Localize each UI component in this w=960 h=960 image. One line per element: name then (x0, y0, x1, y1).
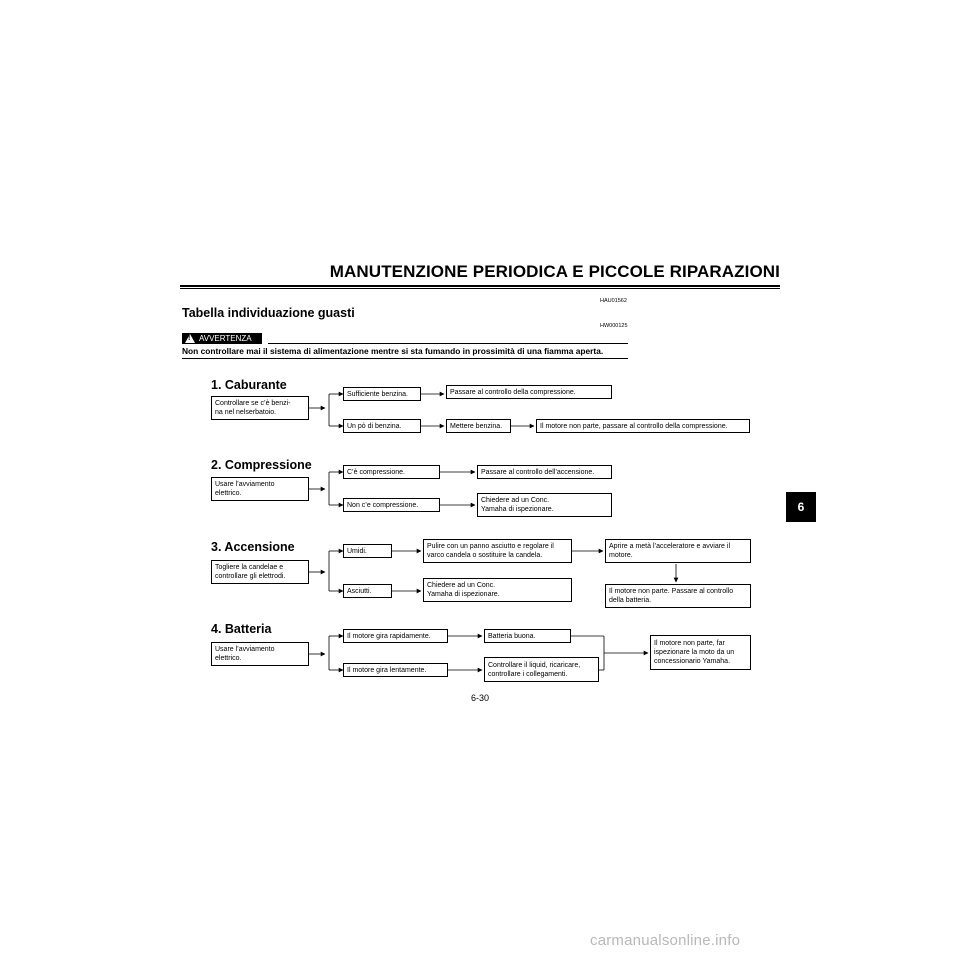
compressione-branch-a-result-box: Passare al controllo dell’accensione. (477, 465, 612, 479)
batteria-start-box: Usare l’avviamento elettrico. (211, 642, 309, 666)
caburante-branch-b-action-box: Mettere benzina. (446, 419, 511, 433)
section-code: HAU01562 (600, 298, 627, 304)
compressione-title: 2. Compressione (211, 458, 312, 472)
accensione-start-box: Togliere la candelae e controllare gli elettrodi. (211, 560, 309, 584)
batteria-branch-a-result-box: Batteria buona. (484, 629, 571, 643)
caburante-start-box: Controllare se c’è benzi- na nel nelserbatoio. (211, 396, 309, 420)
accensione-branch-a-action-box: Pulire con un panno asciutto e regolare il varco candela o sostituire la candela. (423, 539, 572, 563)
page-number: 6-30 (470, 693, 489, 703)
compressione-branch-b-box: Non c’e compressione. (343, 498, 440, 512)
accensione-branch-b-result-box: Chiedere ad un Conc. Yamaha di ispezionare. (423, 578, 572, 602)
warning-text: Non controllare mai il sistema di alimentazione mentre si sta fumando in prossimità di una fiamma aperta. (182, 346, 604, 356)
compressione-start-box: Usare l’avviamento elettrico. (211, 477, 309, 501)
warning-code: HW000125 (600, 323, 628, 329)
accensione-title: 3. Accensione (211, 540, 295, 554)
watermark: carmanualsonline.info (590, 932, 741, 949)
page-title: MANUTENZIONE PERIODICA E PICCOLE RIPARAZIONI (329, 262, 780, 281)
caburante-title: 1. Caburante (211, 378, 287, 392)
caburante-branch-a-box: Sufficiente benzina. (343, 387, 421, 401)
compressione-branch-a-box: C’è compressione. (343, 465, 440, 479)
section-title: Tabella individuazione guasti (182, 306, 355, 320)
accensione-branch-a-result-box: Il motore non parte. Passare al controllo della batteria. (605, 584, 751, 608)
chapter-tab: 6 (786, 492, 816, 522)
caburante-branch-a-result-box: Passare al controllo della compressione. (446, 385, 612, 399)
warning-badge-label: AVVERTENZA (199, 334, 252, 343)
batteria-final-box: Il motore non parte, far ispezionare la moto da un concessionario Yamaha. (650, 635, 751, 670)
accensione-branch-a-box: Umidi. (343, 544, 392, 558)
accensione-branch-b-box: Asciutti. (343, 584, 392, 598)
caburante-branch-b-result-box: Il motore non parte, passare al controllo della compressione. (536, 419, 750, 433)
caburante-branch-b-box: Un pò di benzina. (343, 419, 421, 433)
accensione-branch-a-next-box: Aprire a metà l’acceleratore e avviare il motore. (605, 539, 751, 563)
compressione-branch-b-result-box: Chiedere ad un Conc. Yamaha di ispezionare. (477, 493, 612, 517)
batteria-branch-a-box: Il motore gira rapidamente. (343, 629, 448, 643)
batteria-branch-b-box: Il motore gira lentamente. (343, 663, 448, 677)
batteria-branch-b-result-box: Controllare il liquid, ricaricare, controllare i collegamenti. (484, 657, 599, 682)
batteria-title: 4. Batteria (211, 622, 272, 636)
